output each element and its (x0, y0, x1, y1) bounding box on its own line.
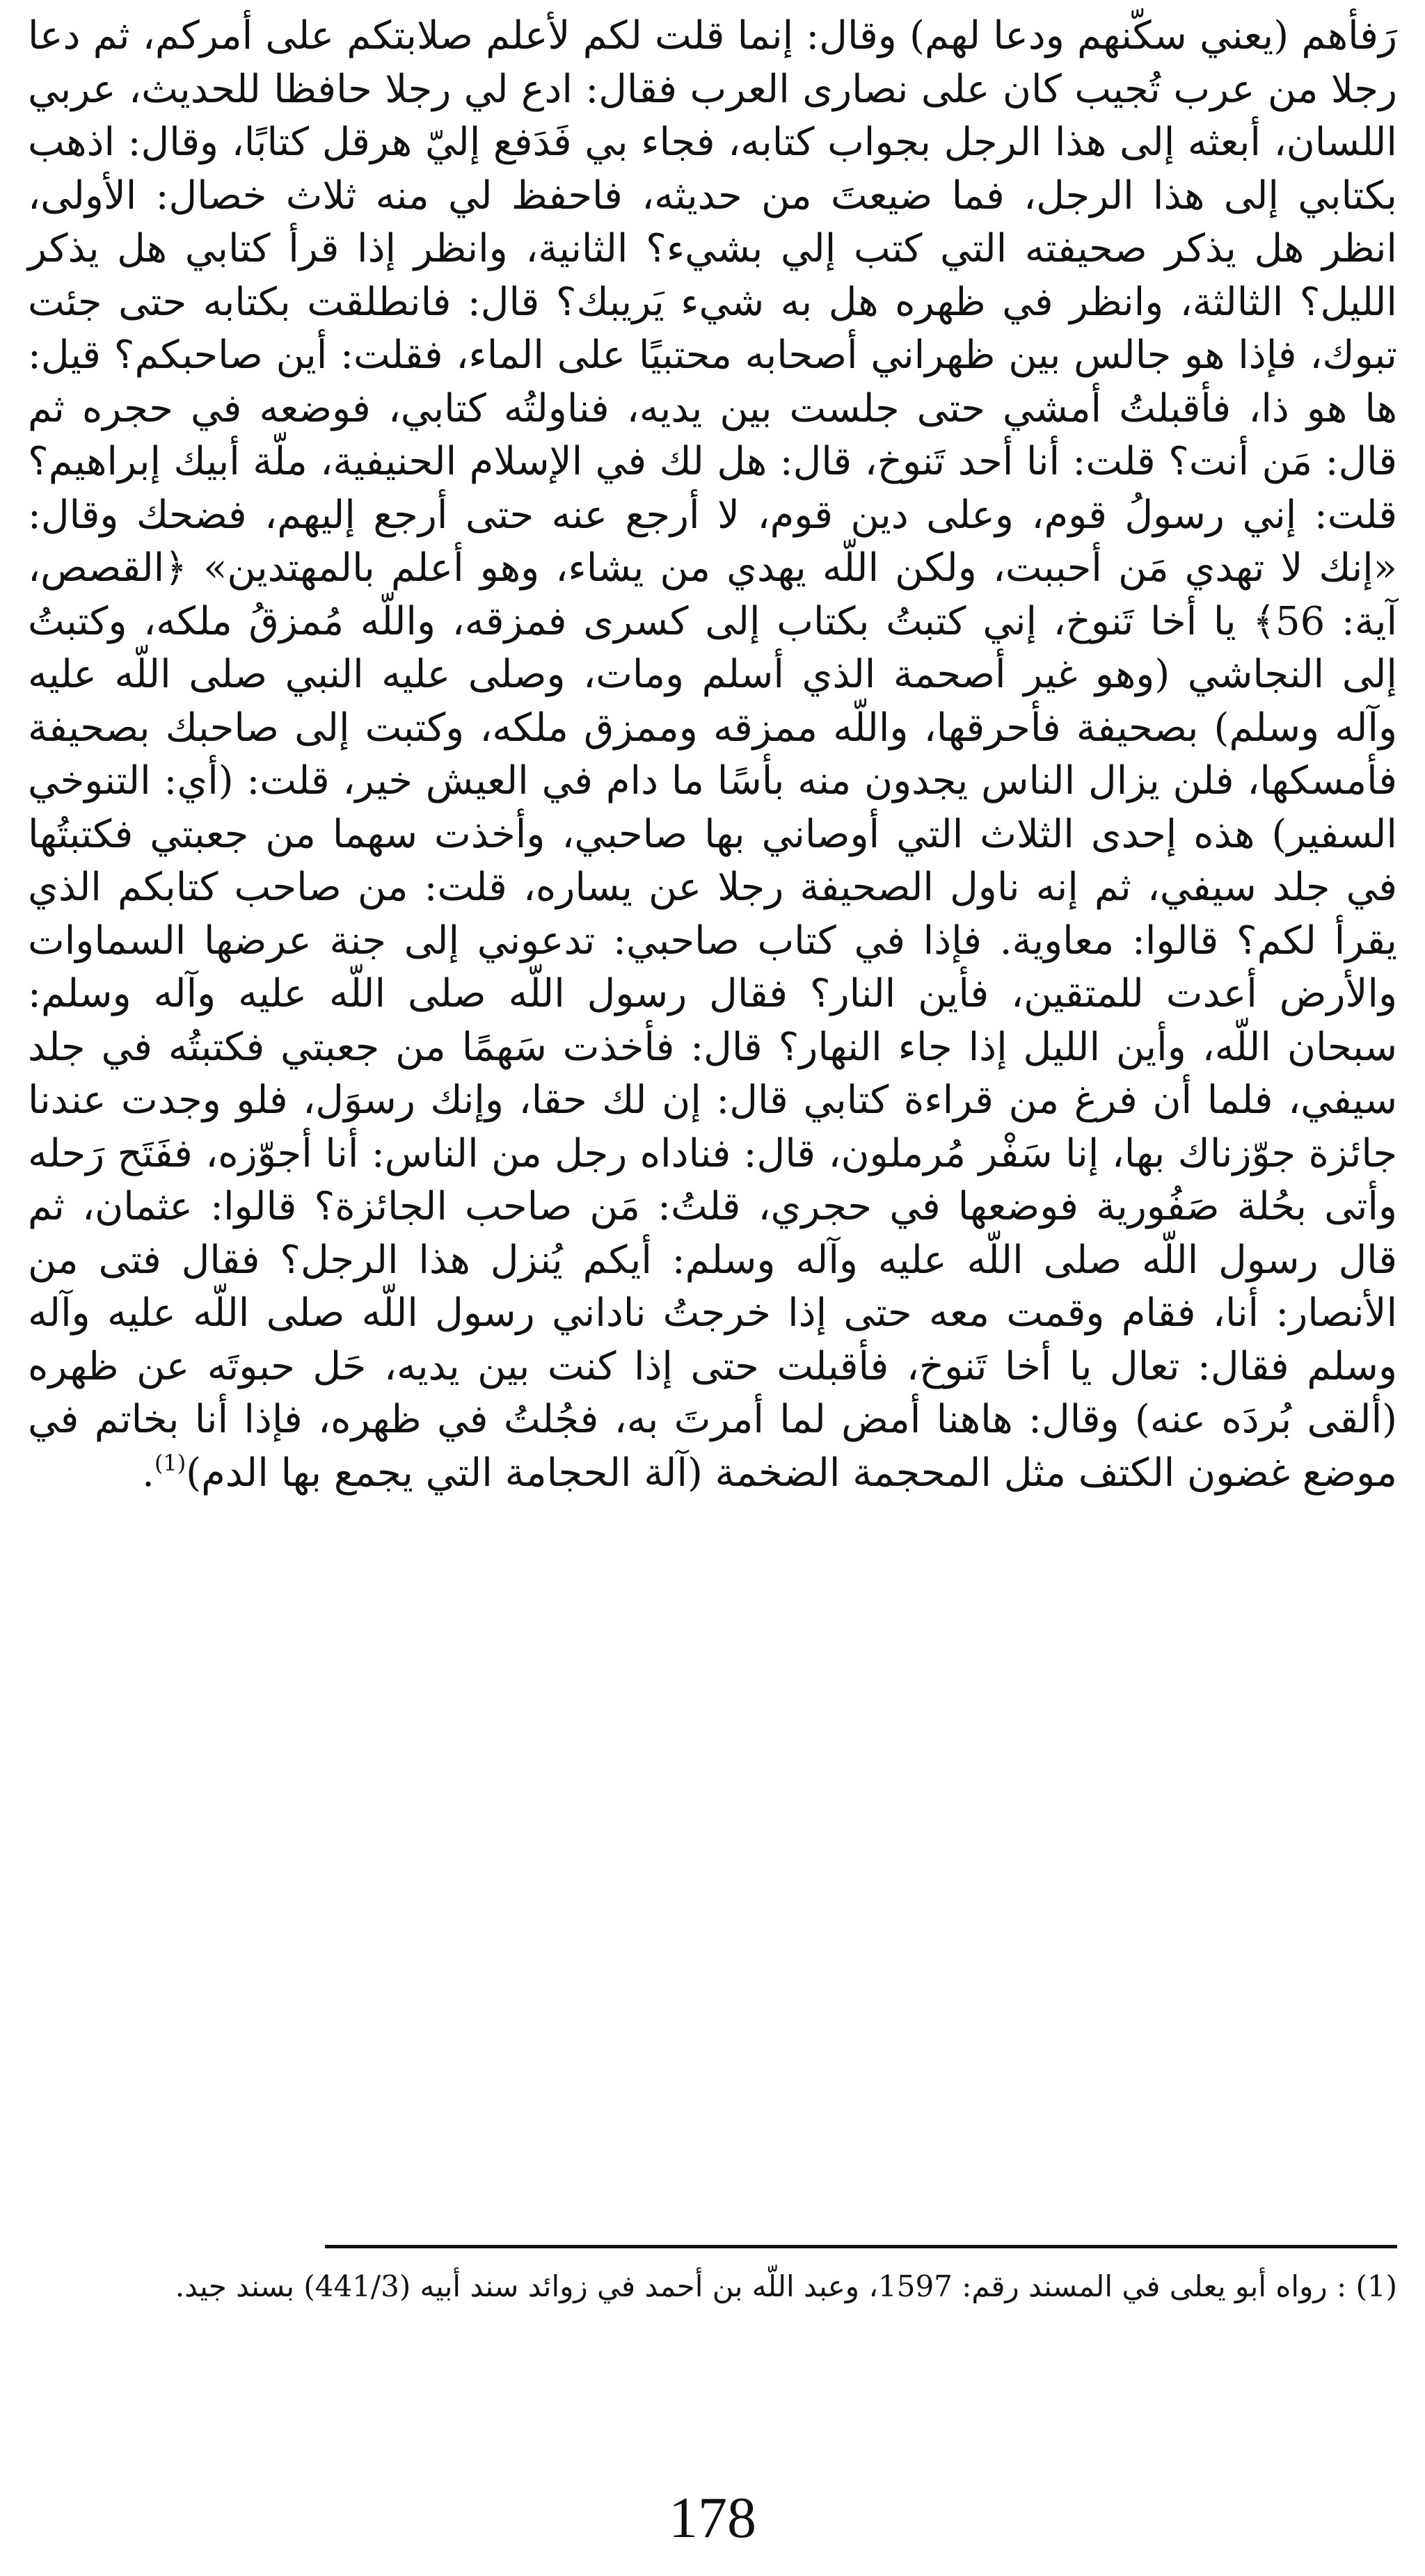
main-paragraph-text: رَفأهم (يعني سكّنهم ودعا لهم) وقال: إنما قلت لكم لأعلم صلابتكم على أمركم، ثم دعا رجلا من عرب تُجيب كان على نصارى العرب فقال: ادع لي رجلا حافظا للحديث، عربي اللسان، أبعثه إلى هذا الرجل بجواب كتابه، فجاء بي فَدَفع إليّ هرقل كتابًا، وقال: اذهب بكتابي إلى هذا الرجل، فما ضيعتَ من حديثه، فاحفظ لي منه ثلاث خصال: الأولى، انظر هل يذكر صحيفته التي كتب إلي بشيء؟ الثانية، وانظر إذا قرأ كتابي هل يذكر الليل؟ الثالثة، وانظر في ظهره هل به شيء يَريبك؟ قال: فانطلقت بكتابه حتى جئت تبوك، فإذا هو جالس بين ظهراني أصحابه محتبيًا على الماء، فقلت: أين صاحبكم؟ قيل: ها هو ذا، فأقبلتُ أمشي حتى جلست بين يديه، فناولتُه كتابي، فوضعه في حجره ثم قال: مَن أنت؟ قلت: أنا أحد تَنوخ، قال: هل لك في الإسلام الحنيفية، ملّة أبيك إبراهيم؟ قلت: إني رسولُ قوم، وعلى دين قوم، لا أرجع عنه حتى أرجع إليهم، فضحك وقال: «إنك لا تهدي مَن أحببت، ولكن اللّه يهدي من يشاء، وهو أعلم بالمهتدين» ﴿القصص، آية: 56﴾ يا أخا تَنوخ، إني كتبتُ بكتاب إلى كسرى فمزقه، واللّه مُمزقُ ملكه، وكتبتُ إلى النجاشي (وهو غير أصحمة الذي أسلم ومات، وصلى عليه النبي صلى اللّه عليه وآله وسلم) بصحيفة فأحرقها، واللّه ممزقه وممزق ملكه، وكتبت إلى صاحبك بصحيفة فأمسكها، فلن يزال الناس يجدون منه بأسًا ما دام في العيش خير، قلت: (أي: التنوخي السفير) هذه إحدى الثلاث التي أوصاني بها صاحبي، وأخذت سهما من جعبتي فكتبتُها في جلد سيفي، ثم إنه ناول الصحيفة رجلا عن يساره، قلت: من صاحب كتابكم الذي يقرأ لكم؟ قالوا: معاوية. فإذا في كتاب صاحبي: تدعوني إلى جنة عرضها السماوات والأرض أعدت للمتقين، فأين النار؟ فقال رسول اللّه صلى اللّه عليه وآله وسلم: سبحان اللّه، وأين الليل إذا جاء النهار؟ قال: فأخذت سَهمًا من جعبتي فكتبتُه في جلد سيفي، فلما أن فرغ من قراءة كتابي قال: إن لك حقا، وإنك رسوَل، فلو وجدت عندنا جائزة جوّزناك بها، إنا سَفْر مُرملون، قال: فناداه رجل من الناس: أنا أجوّزه، ففَتَح رَحله وأتى بحُلة صَفُورية فوضعها في حجري، قلتُ: مَن صاحب الجائزة؟ قالوا: عثمان، ثم قال رسول اللّه صلى اللّه عليه وآله وسلم: أيكم يُنزل هذا الرجل؟ فقال فتى من الأنصار: أنا، فقام وقمت معه حتى إذا خرجتُ ناداني رسول اللّه صلى اللّه عليه وآله وسلم فقال: تعال يا أخا تَنوخ، فأقبلت حتى إذا كنت بين يديه، حَل حبوتَه عن ظهره (ألقى بُردَه عنه) وقال: هاهنا أمض لما أمرتَ به، فجُلتُ في ظهره، فإذا أنا بخاتم في موضع غضون الكتف مثل المحجمة الضخمة (آلة الحجامة التي يجمع بها الدم) (28, 13, 1398, 1496)
footnote: (1) : رواه أبو يعلى في المسند رقم: 1597، وعبد اللّه بن أحمد في زوائد سند أبيه (441/3) بسند جيد. (175, 2269, 1397, 2303)
main-text-block (28, 10, 1397, 1500)
closing-punctuation: . (142, 1450, 154, 1496)
main-paragraph (28, 10, 1397, 1500)
footnote-reference: (1) (154, 1449, 186, 1476)
footnotes-block (28, 2268, 1397, 2305)
footnote-separator (325, 2245, 1397, 2248)
page-number: 178 (669, 2486, 756, 2550)
book-page (28, 10, 1397, 2570)
